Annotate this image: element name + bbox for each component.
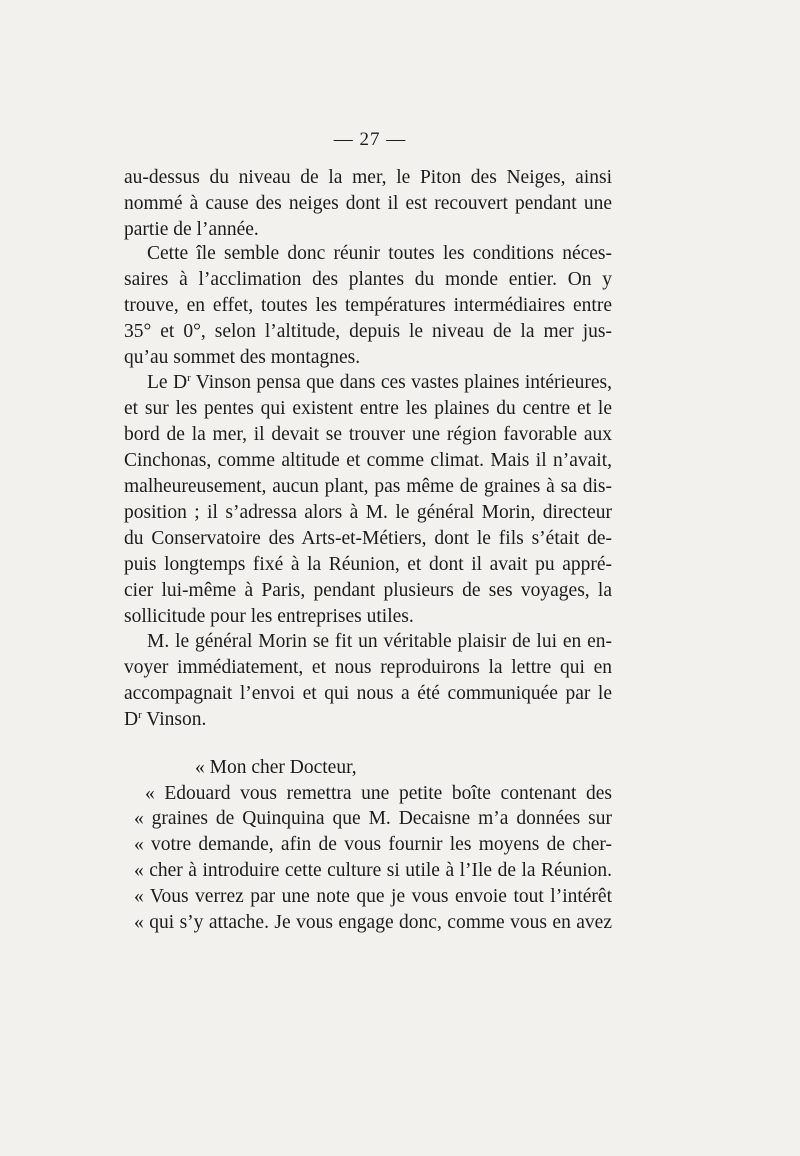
text-line: M. le général Morin se fit un véritable plaisir de lui en en- [147, 631, 612, 652]
text-line: position ; il s’adressa alors à M. le général Morin, directeur [124, 502, 612, 523]
text-line: $D^r$ Vinson. [124, 709, 207, 730]
text-line: 35° et 0°, selon l’altitude, depuis le niveau de la mer jus- [124, 321, 612, 342]
text-line: malheureusement, aucun plant, pas même de graines à sa dis- [124, 476, 612, 497]
text-line: « Vous verrez par une note que je vous envoie tout l’intérêt [134, 886, 612, 907]
text-line: voyer immédiatement, et nous reproduirons la lettre qui en [124, 657, 612, 678]
text-line: saires à l’acclimation des plantes du monde entier. On y [124, 269, 612, 290]
text-line: partie de l’année. [124, 219, 259, 240]
text-line: « Edouard vous remettra une petite boîte contenant des [145, 783, 612, 804]
text-line: cier lui-même à Paris, pendant plusieurs de ses voyages, la [124, 580, 612, 601]
text-line: trouve, en effet, toutes les températures intermédiaires entre [124, 295, 612, 316]
text-line: sollicitude pour les entreprises utiles. [124, 606, 414, 627]
text-line: du Conservatoire des Arts-et-Métiers, dont le fils s’était de- [124, 528, 612, 549]
text-line: puis longtemps fixé à la Réunion, et dont il avait pu appré- [124, 554, 612, 575]
text-line: qu’au sommet des montagnes. [124, 347, 361, 368]
text-line: « votre demande, afin de vous fournir les moyens de cher- [134, 834, 612, 855]
text-line: Cette île semble donc réunir toutes les conditions néces- [147, 243, 612, 264]
page-number: — 27 — [333, 129, 407, 150]
text-line: « qui s’y attache. Je vous engage donc, comme vous en avez [134, 912, 612, 933]
text-line: et sur les pentes qui existent entre les plaines du centre et le [124, 398, 612, 419]
text-line: accompagnait l’envoi et qui nous a été communiquée par le [124, 683, 612, 704]
text-line: « graines de Quinquina que M. Decaisne m’a données sur [134, 808, 612, 829]
text-line: nommé à cause des neiges dont il est recouvert pendant une [124, 193, 612, 214]
text-line: « Mon cher Docteur, [195, 757, 357, 778]
text-line: Cinchonas, comme altitude et comme climat. Mais il n’avait, [124, 450, 612, 471]
text-line: « cher à introduire cette culture si utile à l’Ile de la Réunion. [134, 860, 612, 881]
text-line: Le $D^r$ Vinson pensa que dans ces vastes plaines intérieures, [147, 372, 612, 393]
text-line: bord de la mer, il devait se trouver une région favorable aux [124, 424, 612, 445]
text-line: au-dessus du niveau de la mer, le Piton des Neiges, ainsi [124, 167, 612, 188]
